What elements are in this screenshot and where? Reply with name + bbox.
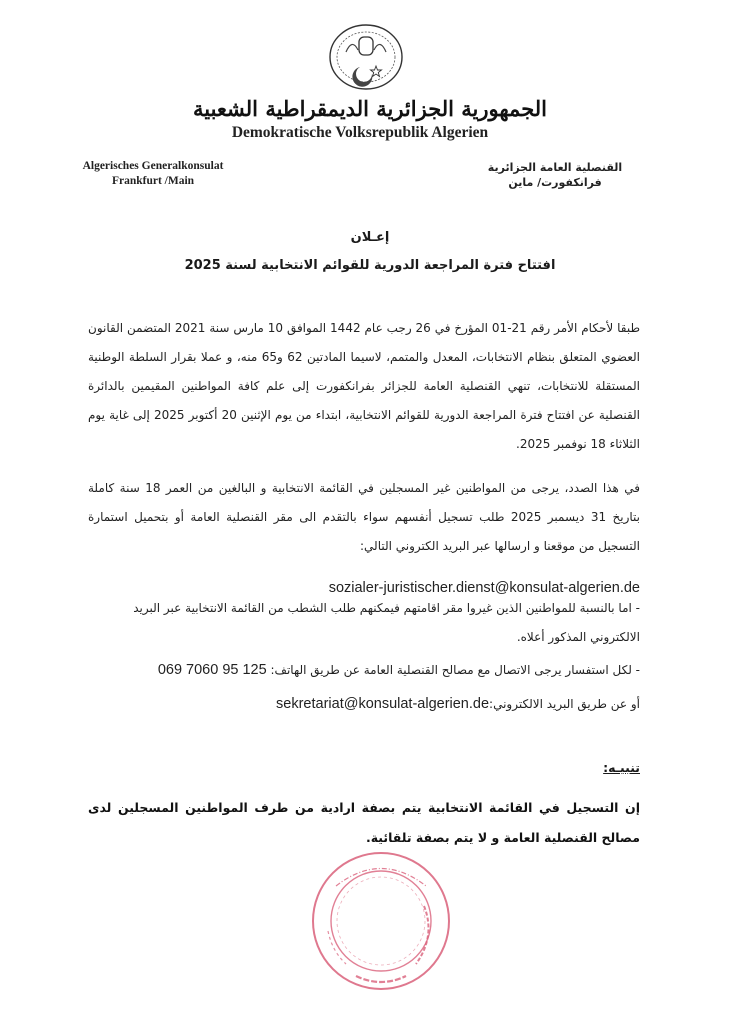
paragraph-legal-basis: طبقا لأحكام الأمر رقم 21-01 المؤرخ في 26 رجب عام 1442 الموافق 10 مارس سنة 2021 المتضمن القانون العضوي المتعلق بنظام الانتخابات، المعدل والمتمم، لاسيما المادتين 62 و65 منه، و عملا بقرار السلطة الوطنية المستقلة للانتخابات، تنهي القنصلية العامة للجزائر بفرانكفورت إلى علم كافة المواطنين المقيمين بالدائرة القنصلية عن افتتاح فترة المراجعة الدورية للقوائم الانتخابية، ابتداء من يوم الإثنين 20 أكتوبر 2025 إلى غاية يوم الثلاثاء 18 نوفمبر 2025.: [88, 321, 641, 451]
consulate-name-ar: القنصلية العامة الجزائرية: [487, 161, 623, 174]
secretariat-email-link[interactable]: sekretariat@konsulat-algerien.de: [276, 696, 490, 712]
note-title: تنبيـه:: [603, 760, 640, 775]
registration-email-link[interactable]: sozialer-juristischer.dienst@konsulat-algerien.de: [328, 580, 640, 596]
announcement-label: إعـلان: [350, 230, 390, 245]
consulate-city-ar: فرانكفورت/ ماين: [508, 176, 602, 189]
phone-number[interactable]: 069 7060 95 125: [157, 662, 267, 678]
consulate-header-german: [58, 159, 248, 189]
consulate-city-de: Frankfurt /Main: [111, 175, 195, 187]
state-emblem: [326, 22, 406, 92]
email-prefix: أو عن طريق البريد الالكتروني:: [489, 697, 640, 711]
paragraph-registration: في هذا الصدد، يرجى من المواطنين غير المسجلين في القائمة الانتخابية و البالغين من العمر 18 سنة كاملة بتاريخ 31 ديسمبر 2025 طلب تسجيل أنفسهم سواء بالتقدم الى مقر القنصلية العامة أو بتحميل استمارة التسجيل من موقعنا و ارسالها عبر البريد الكتروني التالي:: [88, 481, 641, 553]
note-text: إن التسجيل في القائمة الانتخابية يتم بصفة ارادية من طرف المواطنين المسجلين لدى مصالح القنصلية العامة و لا يتم بصفة تلقائية.: [88, 800, 640, 845]
consulate-header-arabic: [470, 160, 640, 190]
country-title-german: Demokratische Volksrepublik Algerien: [231, 124, 489, 141]
consulate-name-de: Algerisches Generalkonsulat: [82, 160, 224, 172]
inquiry-phone-line: [70, 656, 640, 685]
consulate-stamp: [306, 846, 456, 996]
inquiry-email-line: [100, 690, 640, 719]
inquiry-text: - لكل استفسار يرجى الاتصال مع مصالح القنصلية العامة عن طريق الهاتف:: [270, 663, 640, 677]
stamp-icon: [306, 846, 456, 996]
country-title-arabic: الجمهورية الجزائرية الديمقراطية الشعبية: [192, 96, 547, 121]
removal-instruction-line1: - اما بالنسبة للمواطنين الذين غيروا مقر اقامتهم فيمكنهم طلب الشطب من القائمة الانتخابية عبر البريد: [133, 601, 640, 615]
emblem-icon: [326, 22, 406, 92]
removal-instruction-line2: الالكتروني المذكور أعلاه.: [516, 630, 640, 644]
announcement-subject: افتتاح فترة المراجعة الدورية للقوائم الانتخابية لسنة 2025: [184, 258, 556, 273]
